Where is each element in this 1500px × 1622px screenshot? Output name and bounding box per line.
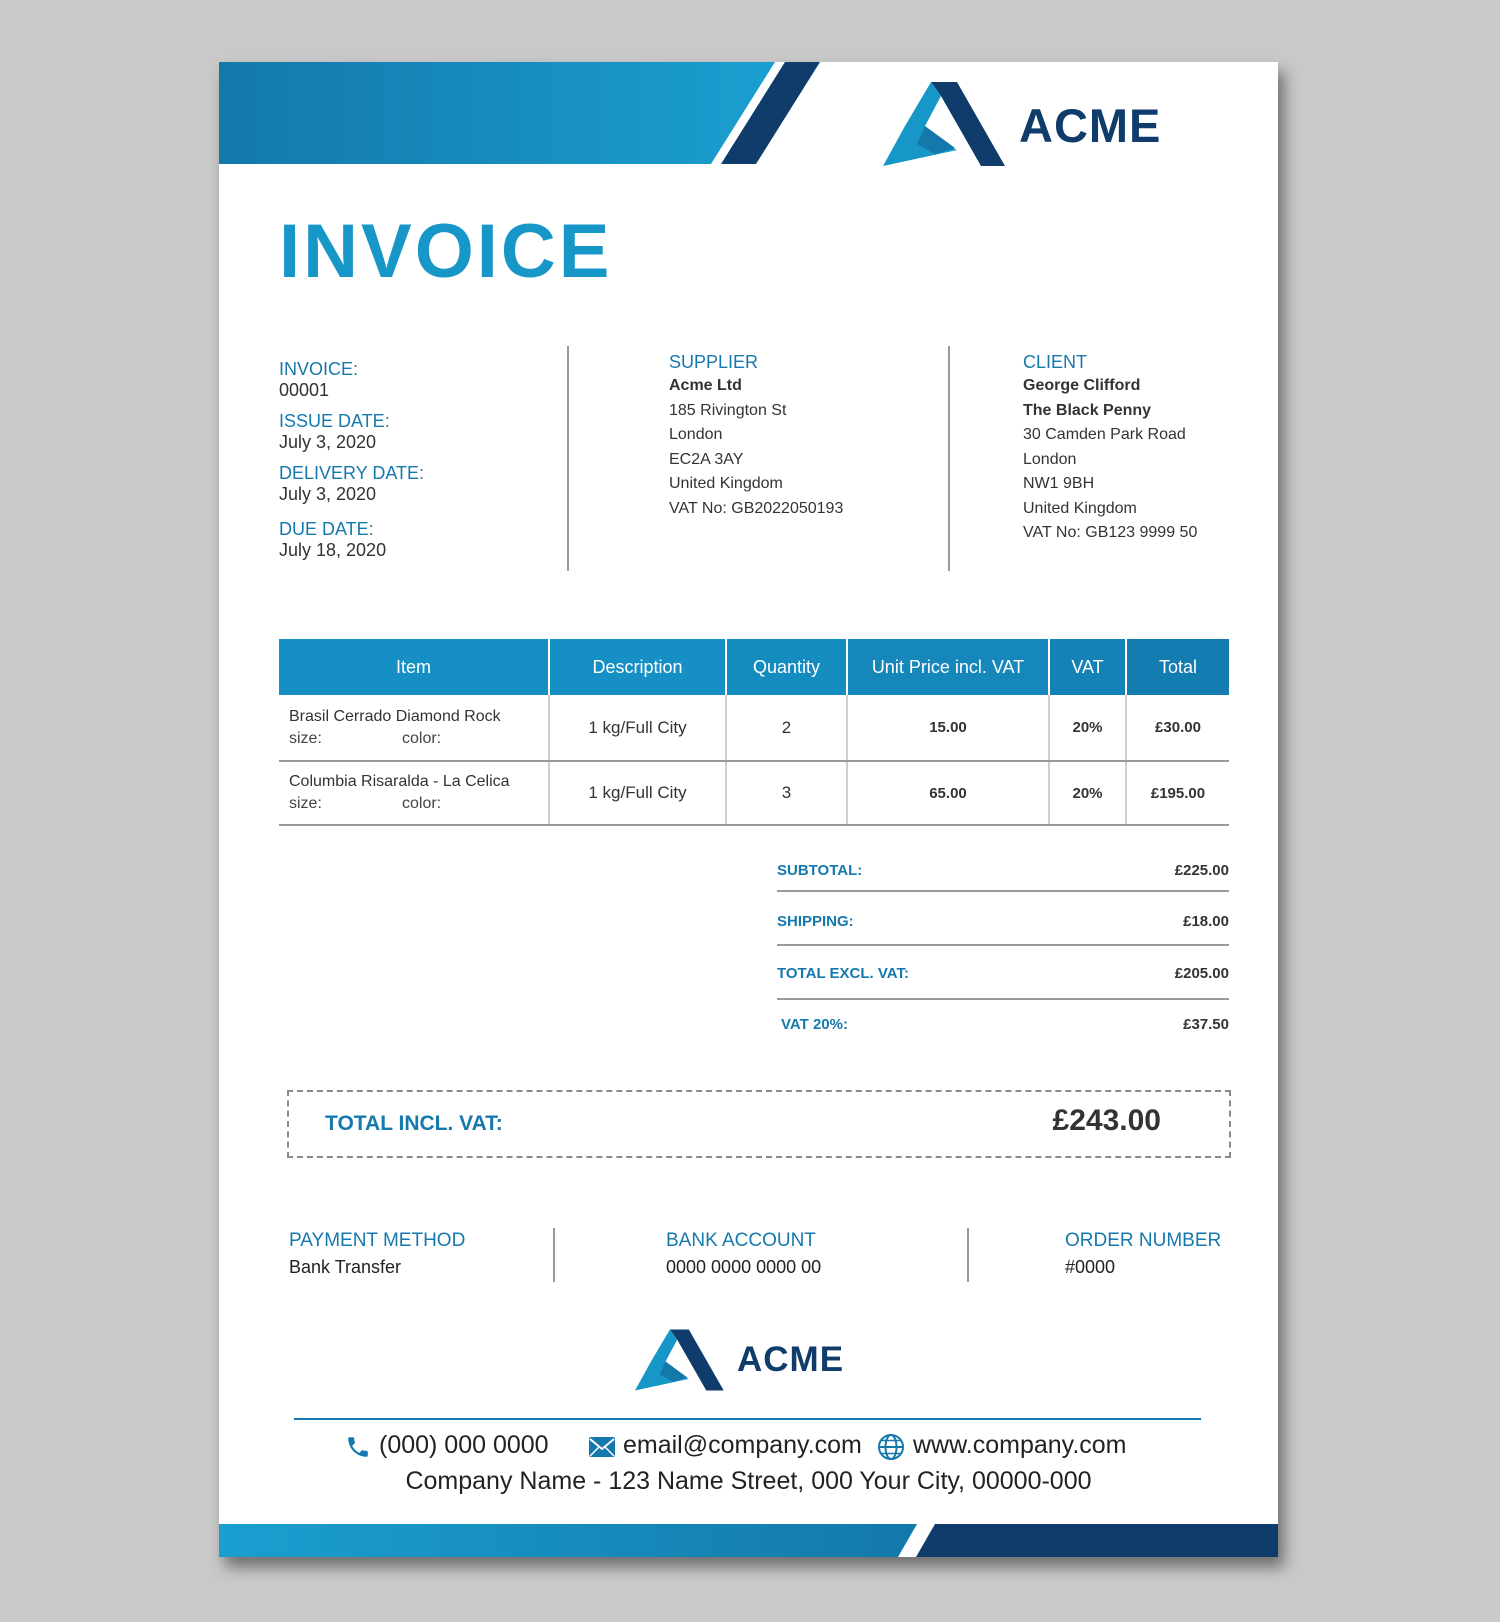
email-address[interactable]: email@company.com [623, 1431, 862, 1459]
total-cell: £195.00 [1126, 761, 1229, 825]
item-attributes [289, 728, 548, 750]
company-address: Company Name - 123 Name Street, 000 Your City, 00000-000 [405, 1467, 1092, 1495]
supplier-street: 185 Rivington St [669, 401, 787, 419]
website-url[interactable]: www.company.com [913, 1431, 1127, 1459]
order-number-value: #0000 [1065, 1257, 1116, 1277]
total-cell: £30.00 [1126, 695, 1229, 761]
subtotal-label: SUBTOTAL: [777, 862, 863, 879]
grand-total-box [287, 1090, 1231, 1158]
bank-account-label: BANK ACCOUNT [666, 1230, 816, 1251]
supplier-title: SUPPLIER [669, 352, 759, 372]
delivery-date-label: DELIVERY DATE: [279, 463, 425, 483]
header-logo [883, 80, 1183, 168]
footer-company-name: ACME [737, 1340, 845, 1379]
shipping-row [777, 897, 1229, 949]
payment-divider [553, 1228, 555, 1282]
phone-icon [345, 1434, 371, 1460]
acme-logo-icon [635, 1328, 731, 1392]
table-row [279, 695, 1229, 761]
due-date-value: July 18, 2020 [279, 540, 387, 560]
vat-label: VAT 20%: [781, 1016, 848, 1033]
order-number-label: ORDER NUMBER [1065, 1230, 1222, 1251]
supplier-name: Acme Ltd [669, 377, 742, 394]
payment-divider [967, 1228, 969, 1282]
vat-row [777, 1000, 1229, 1052]
contact-row [345, 1430, 1185, 1464]
invoice-page [219, 62, 1278, 1557]
color-label: color: [402, 795, 442, 812]
quantity-cell: 3 [726, 761, 847, 825]
due-date-label: DUE DATE: [279, 519, 374, 539]
company-logo-text: ACME [1019, 99, 1162, 152]
totals-divider [777, 944, 1229, 946]
supplier-vat: VAT No: GB2022050193 [669, 499, 844, 517]
bank-account-block [666, 1228, 821, 1280]
client-country: United Kingdom [1023, 499, 1137, 517]
column-header-total: Total [1126, 639, 1229, 695]
column-header-item: Item [279, 639, 549, 695]
supplier-city: London [669, 426, 723, 443]
description-cell: 1 kg/Full City [549, 761, 726, 825]
order-number-block [1065, 1228, 1221, 1280]
payment-method-label: PAYMENT METHOD [289, 1230, 466, 1251]
meta-divider [567, 346, 569, 571]
item-cell [279, 695, 549, 761]
description-cell: 1 kg/Full City [549, 695, 726, 761]
item-name: Brasil Cerrado Diamond Rock [289, 707, 501, 725]
payment-method-block [289, 1228, 465, 1280]
quantity-cell: 2 [726, 695, 847, 761]
grand-total-value: £243.00 [1052, 1104, 1161, 1137]
invoice-number-label: INVOICE: [279, 359, 359, 379]
client-title: CLIENT [1023, 352, 1088, 372]
size-label: size: [289, 795, 322, 812]
size-label: size: [289, 729, 322, 747]
page-title: INVOICE [279, 209, 613, 294]
table-row [279, 761, 1229, 825]
issue-date-value: July 3, 2020 [279, 432, 377, 452]
item-name: Columbia Risaralda - La Celica [289, 773, 510, 790]
envelope-icon [589, 1437, 615, 1457]
column-header-vat: VAT [1049, 639, 1126, 695]
total-excl-vat-value: £205.00 [1174, 965, 1229, 982]
acme-logo-icon [883, 80, 1015, 168]
client-street: 30 Camden Park Road [1023, 426, 1186, 443]
client-vat: VAT No: GB123 9999 50 [1023, 524, 1198, 541]
supplier-postcode: EC2A 3AY [669, 450, 744, 468]
phone-number: (000) 000 0000 [379, 1431, 549, 1459]
item-attributes [289, 793, 548, 815]
footer-logo [635, 1328, 865, 1392]
total-excl-vat-row [777, 949, 1229, 1001]
totals-divider [777, 890, 1229, 892]
unit-price-cell: 15.00 [847, 695, 1049, 761]
footer-banner [219, 1524, 1278, 1557]
grand-total-label: TOTAL INCL. VAT: [325, 1112, 503, 1135]
issue-date-label: ISSUE DATE: [279, 411, 390, 431]
shipping-label: SHIPPING: [777, 913, 854, 930]
globe-icon [877, 1433, 905, 1461]
column-header-quantity: Quantity [726, 639, 847, 695]
vat-value: £37.50 [1183, 1016, 1229, 1033]
color-label: color: [402, 729, 442, 747]
invoice-number-value: 00001 [279, 380, 330, 400]
supplier-country: United Kingdom [669, 475, 783, 492]
shipping-value: £18.00 [1183, 913, 1229, 930]
item-cell [279, 761, 549, 825]
supplier-block [669, 350, 959, 521]
column-header-unit-price: Unit Price incl. VAT [847, 639, 1049, 695]
vat-cell: 20% [1049, 695, 1126, 761]
payment-method-value: Bank Transfer [289, 1257, 402, 1277]
client-name: George Clifford [1023, 377, 1141, 394]
client-block [1023, 350, 1263, 546]
client-postcode: NW1 9BH [1023, 475, 1095, 492]
total-excl-vat-label: TOTAL EXCL. VAT: [777, 965, 909, 982]
supplier-divider [948, 346, 950, 571]
bank-account-value: 0000 0000 0000 00 [666, 1257, 822, 1277]
table-header-row [279, 639, 1229, 695]
column-header-description: Description [549, 639, 726, 695]
footer-divider [294, 1418, 1201, 1420]
subtotal-value: £225.00 [1174, 862, 1229, 879]
client-city: London [1023, 450, 1077, 468]
delivery-date-value: July 3, 2020 [279, 484, 377, 504]
vat-cell: 20% [1049, 761, 1126, 825]
items-table [279, 639, 1229, 826]
unit-price-cell: 65.00 [847, 761, 1049, 825]
client-company: The Black Penny [1023, 401, 1152, 419]
